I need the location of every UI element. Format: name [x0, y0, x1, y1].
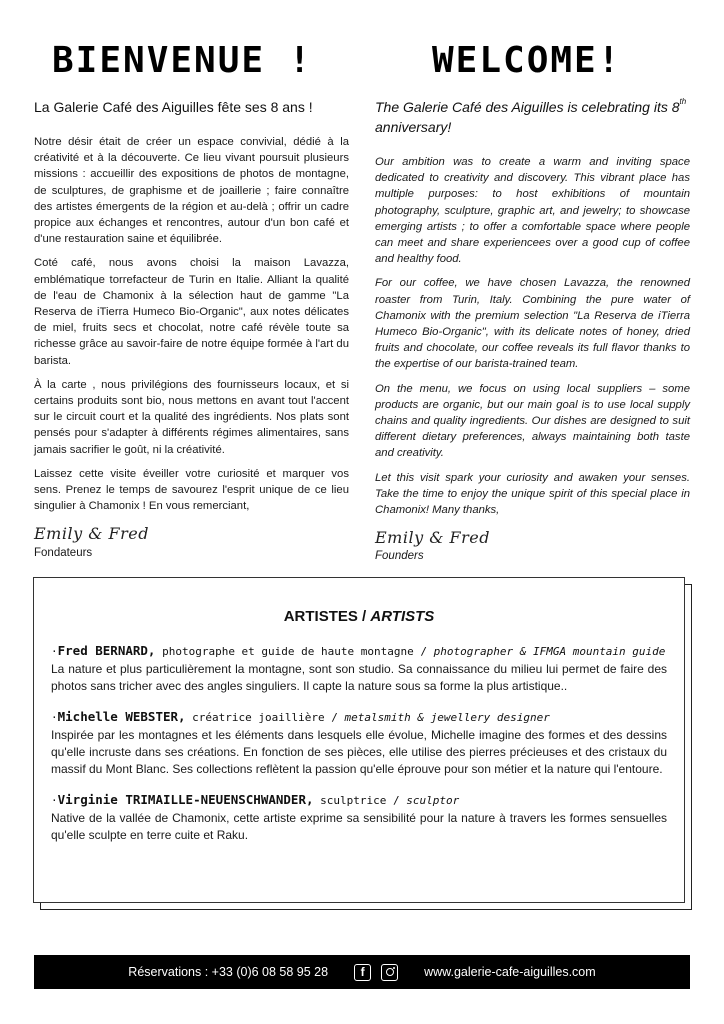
signature-english: Emily & Fred	[375, 528, 490, 548]
intro-english-main: The Galerie Café des Aiguilles is celebrating its 8	[375, 99, 680, 115]
artist-entry	[51, 709, 667, 778]
intro-english-end: anniversary!	[375, 119, 452, 135]
facebook-icon[interactable]: f	[354, 964, 371, 981]
footer-bar	[34, 955, 690, 989]
paragraph-en-1: Our ambition was to create a warm and inviting space dedicated to creativity and discovery. This vibrant place has multiple purposes: to host exhibitions of mountain photography, sculpture, graphic art, and jewelry; to showcase emerging artists ; to offer a comfortable space where people can meet and share experiencees over a good cup of coffee and healthy food.	[375, 156, 690, 266]
intro-french: La Galerie Café des Aiguilles fête ses 8 ans !	[34, 99, 313, 115]
paragraph-en-2: For our coffee, we have chosen Lavazza, the renowned roaster from Turin, Italy. Combining the pure water of Chamonix with the premium selection "La Reserva de iTierra Humeco Bio-Organic", with its delicate notes of honey, dried fruits and chocolate, our coffee reveals its full flavor thanks to the expertise of our barista-trained team.	[375, 277, 690, 371]
artist-description: La nature et plus particulièrement la montagne, sont son studio. Sa connaissance du milieu lui permet de faire des photos sans tricher avec des angles singuliers. Il capte la nature sous sa forme la plus artistique..	[51, 662, 667, 693]
artist-role-en: photographer & IFMGA mountain guide	[433, 645, 666, 658]
instagram-icon[interactable]	[381, 964, 398, 981]
artist-role-fr: créatrice joaillière /	[185, 711, 345, 724]
reservations-phone[interactable]: Réservations : +33 (0)6 08 58 95 28	[128, 965, 329, 979]
artists-heading-en: ARTISTS	[370, 608, 435, 625]
artist-role-en: sculptor	[406, 794, 460, 807]
artist-description: Inspirée par les montagnes et les éléments dans lesquels elle évolue, Michelle imagine des formes et des dessins qu'elle incruste dans ses créations. En fonction de ses pièces, elle utilise des pierres précieuses et des cristaux du massif du Mont Blanc. Ses collections reflètent la passion qu'elle éprouve pour son métier et la nature qui l'entoure.	[51, 728, 667, 776]
artists-heading	[51, 608, 667, 625]
bullet: ·	[51, 711, 58, 724]
body-english	[375, 154, 690, 565]
artist-role-fr: sculptrice /	[313, 794, 407, 807]
bullet: ·	[51, 794, 58, 807]
intro-english	[375, 97, 693, 137]
artist-name: Virginie TRIMAILLE-NEUENSCHWANDER,	[57, 792, 314, 807]
artist-role-en: metalsmith & jewellery designer	[344, 711, 550, 724]
website-link[interactable]: www.galerie-cafe-aiguilles.com	[424, 965, 596, 979]
artist-title-line	[51, 709, 667, 724]
intro-english-sup: th	[679, 97, 687, 106]
artists-heading-fr: ARTISTES /	[283, 608, 371, 625]
body-french	[34, 134, 349, 561]
paragraph-en-4: Let this visit spark your curiosity and awaken your senses. Take the time to enjoy the unique spirit of this special place in Chamonix! Many thanks,	[375, 471, 690, 517]
paragraph-fr-1: Notre désir était de créer un espace convivial, dédié à la créativité et à la découverte. Ce lieu vivant poursuit plusieurs missions : accueillir des expositions de photos de montagne, de sculptures, de graphisme et de joaillerie ; faire connaître des artistes émergents de la région et au-delà ; offrir un cadre propice aux échanges et rencontres, autour d'un bon café et d'une restauration saine et équilibrée.	[34, 136, 349, 246]
title-english: WELCOME!	[432, 40, 622, 81]
artist-role-fr: photographe et guide de haute montagne /	[155, 645, 434, 658]
role-english: Founders	[375, 550, 424, 563]
paragraph-fr-2: Coté café, nous avons choisi la maison Lavazza, emblématique torrefacteur de Turin en Italie. Alliant la qualité de l'eau de Chamonix à la sélection haut de gamme "La Reserva de iTierra Humeco Bio-Organic", aux notes délicates de miel, fruits secs et chocolat, notre café révèle toute sa richesse grâce au savoir-faire de notre équipe formée à l'art du barista.	[34, 257, 349, 367]
signature-french: Emily & Fred	[34, 524, 149, 544]
paragraph-fr-4: Laissez cette visite éveiller votre curiosité et marquer vos sens. Prenez le temps de savourez l'esprit unique de ce lieu singulier à Chamonix ! En vous remerciant,	[34, 467, 349, 513]
artist-name: Michelle WEBSTER,	[57, 709, 186, 724]
paragraph-fr-3: À la carte , nous privilégions des fournisseurs locaux, et si certains produits sont bio, nous mettons en avant tout l'accent sur le circuit court et la qualité des ingrédients. Nos plats sont pensés pour s'adapter à différents régimes alimentaires, sans jamais sacrifier le goût, ni la créativité.	[34, 378, 349, 456]
artist-title-line	[51, 792, 667, 807]
bullet: ·	[51, 645, 58, 658]
paragraph-en-3: On the menu, we focus on using local suppliers – some products are organic, but our main goal is to use local supply chains and quality ingredients. Our dishes are designed to suit different dietary preferences, always maintaining both taste and creativity.	[375, 382, 690, 460]
artist-entry	[51, 792, 667, 844]
title-french: BIENVENUE !	[52, 40, 313, 81]
artist-title-line	[51, 643, 667, 658]
artist-name: Fred BERNARD,	[57, 643, 156, 658]
artist-entry	[51, 643, 667, 695]
artists-box	[33, 577, 685, 903]
role-french: Fondateurs	[34, 546, 93, 559]
artist-description: Native de la vallée de Chamonix, cette artiste exprime sa sensibilité pour la nature à travers les formes sensuelles qu'elle sculpte en terre cuite et Raku.	[51, 811, 667, 842]
